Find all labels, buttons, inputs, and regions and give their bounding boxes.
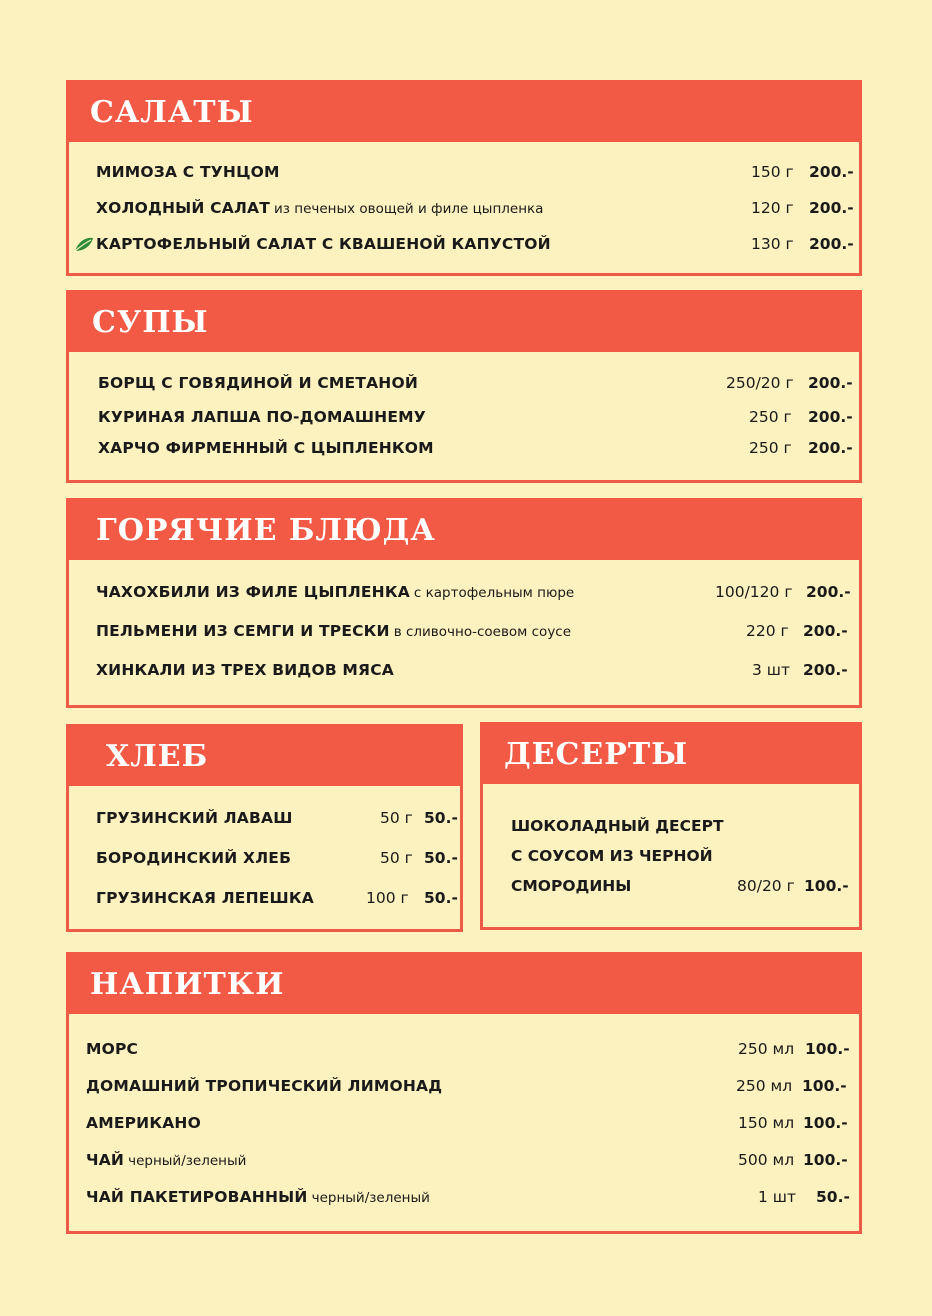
item-weight: 130 г xyxy=(751,235,794,253)
soups-header xyxy=(66,290,862,352)
menu-item xyxy=(69,1037,859,1061)
item-price: 200.- xyxy=(809,235,854,253)
item-weight: 3 шт xyxy=(752,661,791,679)
item-name: ГРУЗИНСКАЯ ЛЕПЕШКА xyxy=(96,889,314,907)
item-name: ЧАЙ ПАКЕТИРОВАННЫЙ xyxy=(86,1188,308,1206)
item-weight: 250 г xyxy=(749,408,792,426)
item-name: МОРС xyxy=(86,1040,139,1058)
menu-item xyxy=(69,886,460,910)
item-price: 200.- xyxy=(809,199,854,217)
desserts-section xyxy=(480,722,862,930)
menu-item xyxy=(69,580,859,604)
item-name: МИМОЗА С ТУНЦОМ xyxy=(96,163,280,181)
item-price: 100.- xyxy=(802,1077,847,1095)
item-weight: 80/20 г xyxy=(737,877,795,895)
menu-item xyxy=(69,806,460,830)
item-weight: 100 г xyxy=(366,889,409,907)
drinks-section xyxy=(66,952,862,1234)
item-price: 200.- xyxy=(803,622,848,640)
salads-title: САЛАТЫ xyxy=(90,95,254,130)
bread-section xyxy=(66,724,463,932)
item-note: в сливочно-соевом соусе xyxy=(393,624,572,640)
item-price: 100.- xyxy=(803,1151,848,1169)
soups-title: СУПЫ xyxy=(92,305,209,340)
drinks-header xyxy=(66,952,862,1014)
menu-item xyxy=(69,1074,859,1098)
item-weight: 500 мл xyxy=(738,1151,795,1169)
menu-item xyxy=(69,846,460,870)
item-weight: 220 г xyxy=(746,622,789,640)
menu-item xyxy=(69,160,859,184)
item-price: 200.- xyxy=(809,163,854,181)
dessert-name-line: ШОКОЛАДНЫЙ ДЕСЕРТ xyxy=(511,817,724,835)
item-weight: 250 мл xyxy=(736,1077,793,1095)
item-name: ДОМАШНИЙ ТРОПИЧЕСКИЙ ЛИМОНАД xyxy=(86,1077,443,1095)
item-name: ЧАЙ xyxy=(86,1151,125,1169)
salads-section xyxy=(66,80,862,276)
item-name: ХИНКАЛИ ИЗ ТРЕХ ВИДОВ МЯСА xyxy=(96,661,394,679)
item-price: 200.- xyxy=(808,439,853,457)
item-price: 50.- xyxy=(424,809,458,827)
item-weight: 1 шт xyxy=(758,1188,797,1206)
item-name: ХОЛОДНЫЙ САЛАТ xyxy=(96,199,270,217)
item-name: ПЕЛЬМЕНИ ИЗ СЕМГИ И ТРЕСКИ xyxy=(96,622,390,640)
item-weight: 50 г xyxy=(380,849,413,867)
item-weight: 120 г xyxy=(751,199,794,217)
hot-dishes-header xyxy=(66,498,862,560)
item-weight: 150 мл xyxy=(738,1114,795,1132)
item-price: 200.- xyxy=(806,583,851,601)
item-price: 100.- xyxy=(805,1040,850,1058)
bread-header xyxy=(66,724,463,786)
menu-item xyxy=(69,196,859,220)
item-name: ЧАХОХБИЛИ ИЗ ФИЛЕ ЦЫПЛЕНКА xyxy=(96,583,410,601)
item-weight: 250 г xyxy=(749,439,792,457)
item-price: 100.- xyxy=(803,1114,848,1132)
soups-section xyxy=(66,290,862,483)
menu-item xyxy=(69,436,859,460)
item-price: 200.- xyxy=(808,374,853,392)
bread-title: ХЛЕБ xyxy=(106,739,209,774)
desserts-title: ДЕСЕРТЫ xyxy=(504,737,689,772)
item-weight: 150 г xyxy=(751,163,794,181)
item-name: БОРЩ С ГОВЯДИНОЙ И СМЕТАНОЙ xyxy=(98,374,419,392)
menu-item xyxy=(69,1185,859,1209)
item-name: БОРОДИНСКИЙ ХЛЕБ xyxy=(96,849,292,867)
hot-dishes-section xyxy=(66,498,862,708)
item-weight: 250 мл xyxy=(738,1040,795,1058)
item-weight: 100/120 г xyxy=(715,583,793,601)
item-price: 200.- xyxy=(803,661,848,679)
item-name: КУРИНАЯ ЛАПША ПО-ДОМАШНЕМУ xyxy=(98,408,426,426)
hot-dishes-title: ГОРЯЧИЕ БЛЮДА xyxy=(96,513,436,548)
dessert-name-line: С СОУСОМ ИЗ ЧЕРНОЙ xyxy=(511,847,713,865)
item-weight: 250/20 г xyxy=(726,374,794,392)
menu-item xyxy=(69,405,859,429)
item-note: черный/зеленый xyxy=(128,1153,247,1169)
item-price: 50.- xyxy=(424,889,458,907)
item-weight: 50 г xyxy=(380,809,413,827)
menu-item xyxy=(69,619,859,643)
item-name: КАРТОФЕЛЬНЫЙ САЛАТ С КВАШЕНОЙ КАПУСТОЙ xyxy=(96,235,551,253)
menu-item xyxy=(69,1111,859,1135)
menu-item xyxy=(483,874,859,898)
salads-header xyxy=(66,80,862,142)
desserts-header xyxy=(480,722,862,784)
menu-item xyxy=(69,371,859,395)
menu-item xyxy=(69,1148,859,1172)
dessert-name-line: СМОРОДИНЫ xyxy=(511,877,632,895)
item-price: 50.- xyxy=(424,849,458,867)
item-name: ХАРЧО ФИРМЕННЫЙ С ЦЫПЛЕНКОМ xyxy=(98,439,434,457)
menu-item xyxy=(69,658,859,682)
item-name: АМЕРИКАНО xyxy=(86,1114,201,1132)
leaf-icon xyxy=(73,234,95,254)
item-price: 50.- xyxy=(816,1188,850,1206)
item-price: 200.- xyxy=(808,408,853,426)
menu-item xyxy=(69,232,859,256)
item-note: с картофельным пюре xyxy=(413,585,575,601)
item-price: 100.- xyxy=(804,877,849,895)
item-note: черный/зеленый xyxy=(311,1190,430,1206)
item-name: ГРУЗИНСКИЙ ЛАВАШ xyxy=(96,809,293,827)
drinks-title: НАПИТКИ xyxy=(90,967,285,1002)
item-note: из печеных овощей и филе цыпленка xyxy=(274,201,544,217)
